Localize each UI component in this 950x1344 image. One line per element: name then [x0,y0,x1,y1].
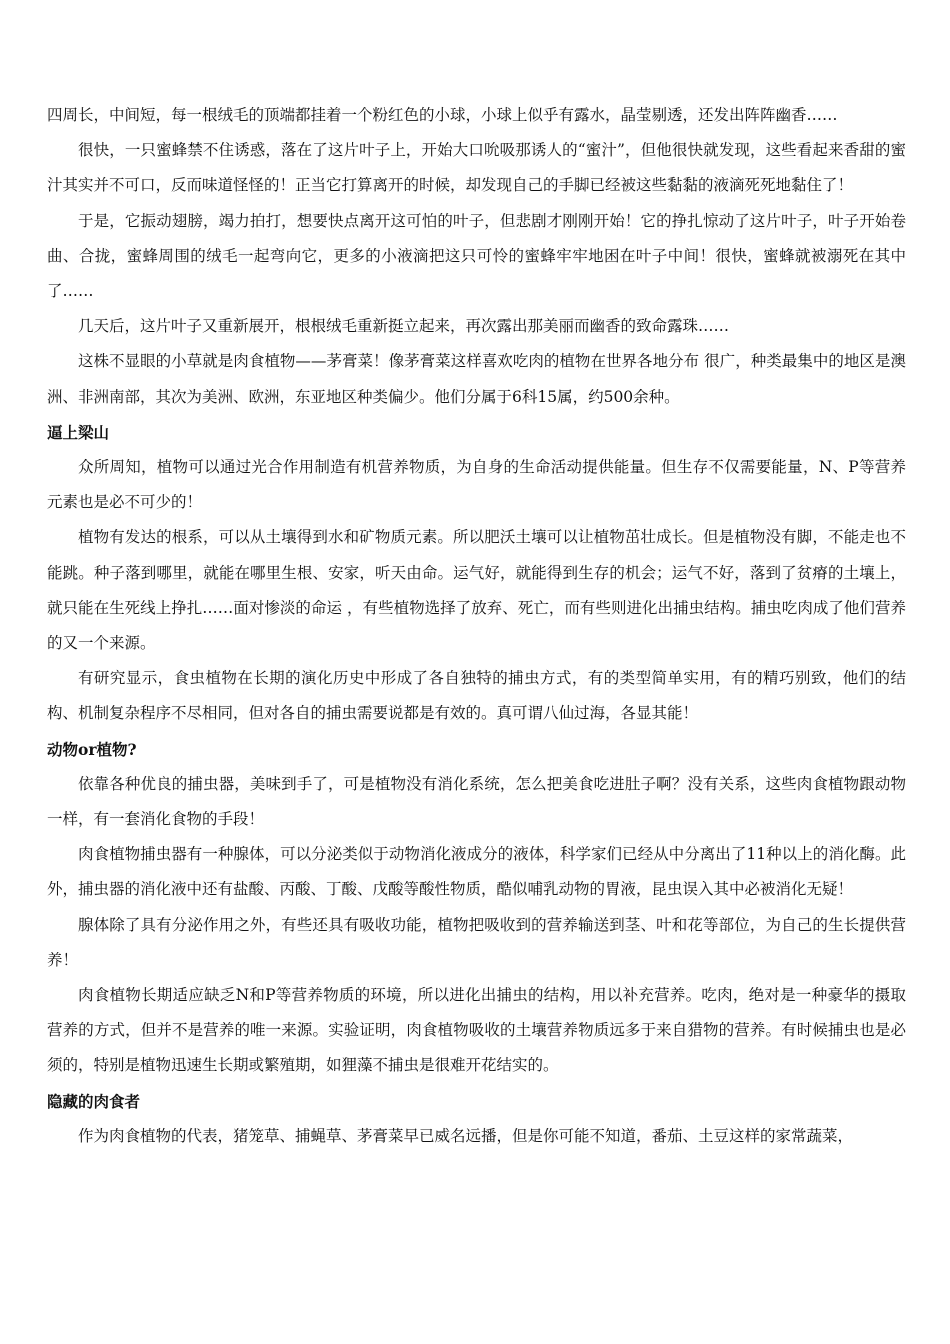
paragraph-12: 肉食植物长期适应缺乏N和P等营养物质的环境，所以进化出捕虫的结构，用以补充营养。吃肉，绝对是一种豪华的摄取营养的方式，但并不是营养的唯一来源。实验证明，肉食植物吸收的土壤营养物质远多于来自猎物的营养。有时候捕虫也是必须的，特别是植物迅速生长期或繁殖期，如狸藻不捕虫是很难开花结实的。 [47,986,906,1075]
paragraph-2: 很快，一只蜜蜂禁不住诱惑，落在了这片叶子上，开始大口吮吸那诱人的“蜜汁”，但他很快就发现，这些看起来香甜的蜜汁其实并不可口，反而味道怪怪的！正当它打算离开的时候，却发现自己的手脚已经被这些黏黏的液滴死死地黏住了！ [47,141,906,195]
paragraph-9: 依靠各种优良的捕虫器，美味到手了，可是植物没有消化系统，怎么把美食吃进肚子啊？没有关系，这些肉食植物跟动物一样，有一套消化食物的手段！ [47,774,906,829]
paragraph-6: 众所周知，植物可以通过光合作用制造有机营养物质，为自身的生命活动提供能量。但生存不仅需要能量，N、P等营养元素也是必不可少的！ [47,458,906,512]
paragraph-4: 几天后，这片叶子又重新展开，根根绒毛重新挺立起来，再次露出那美丽而幽香的致命露珠…… [78,317,730,336]
paragraph-1: 四周长，中间短，每一根绒毛的顶端都挂着一个粉红色的小球，小球上似乎有露水，晶莹剔透，还发出阵阵幽香…… [47,106,838,124]
paragraph-3: 于是，它振动翅膀，竭力拍打，想要快点离开这可怕的叶子，但悲剧才刚刚开始！它的挣扎惊动了这片叶子，叶子开始卷曲、合拢，蜜蜂周围的绒毛一起弯向它，更多的小液滴把这只可怜的蜜蜂牢牢地困在叶子中间！很快，蜜蜂就被溺死在其中了…… [47,211,906,301]
paragraph-5: 这株不显眼的小草就是肉食植物——茅膏菜！像茅膏菜这样喜欢吃肉的植物在世界各地分布 很广，种类最集中的地区是澳洲、非洲南部，其次为美洲、欧洲，东亚地区种类偏少。他们分属于6科15属，约500余种。 [47,352,906,406]
paragraph-13: 作为肉食植物的代表，猪笼草、捕蝇草、茅膏菜早已威名远播，但是你可能不知道，番茄、土豆这样的家常蔬菜， [78,1126,854,1145]
section-heading-1: 逼上梁山 [47,422,110,442]
paragraph-11: 腺体除了具有分泌作用之外，有些还具有吸收功能，植物把吸收到的营养输送到茎、叶和花等部位，为自己的生长提供营养！ [47,915,906,969]
paragraph-7: 植物有发达的根系，可以从土壤得到水和矿物质元素。所以肥沃土壤可以让植物茁壮成长。但是植物没有脚，不能走也不能跳。种子落到哪里，就能在哪里生根、安家，听天由命。运气好，就能得到生存的机会；运气不好，落到了贫瘠的土壤上，就只能在生死线上挣扎……面对惨淡的命运 ，有些植物选择了放弃、死亡，而有些则进化出捕虫结构。捕虫吃肉成了他们营养的又一个来源。 [47,528,906,653]
paragraph-10: 肉食植物捕虫器有一种腺体，可以分泌类似于动物消化液成分的液体，科学家们已经从中分离出了11种以上的消化酶。此外，捕虫器的消化液中还有盐酸、丙酸、丁酸、戊酸等酸性物质，酷似哺乳动物的胃液，昆虫误入其中必被消化无疑！ [47,845,906,899]
paragraph-8: 有研究显示，食虫植物在长期的演化历史中形成了各自独特的捕虫方式，有的类型简单实用，有的精巧别致，他们的结构、机制复杂程序不尽相同，但对各自的捕虫需要说都是有效的。真可谓八仙过海，各显其能！ [47,669,906,723]
section-heading-2: 动物or植物? [47,739,137,759]
section-heading-3: 隐藏的肉食者 [47,1091,141,1111]
